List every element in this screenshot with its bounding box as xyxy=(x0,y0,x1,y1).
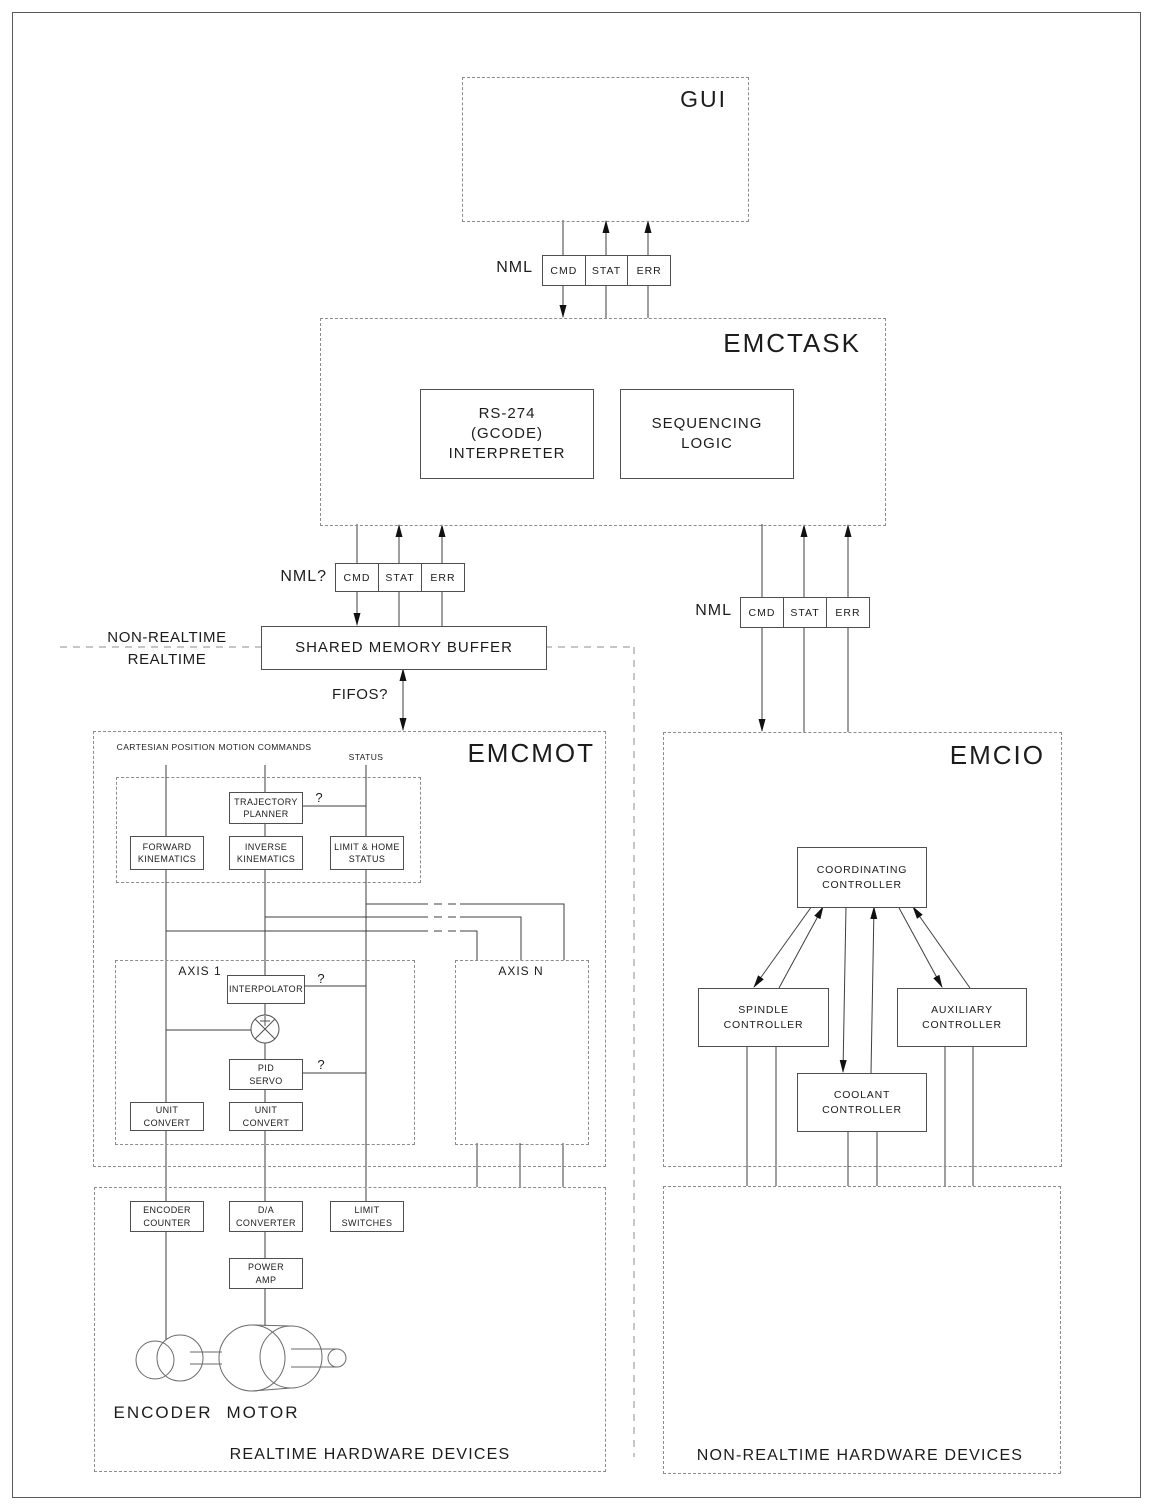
gui-title: GUI xyxy=(680,86,727,112)
label-line: MOTION xyxy=(218,742,255,752)
trajectory-question-mark: ? xyxy=(315,790,323,805)
label-line: CARTESIAN xyxy=(116,742,169,752)
emctask-title: EMCTASK xyxy=(723,328,861,358)
nml-top-stat-cell: STAT xyxy=(585,256,628,285)
nml-left-cmd-cell: CMD xyxy=(343,571,371,584)
label-line: D/A xyxy=(257,1205,275,1216)
label-line: INTERPRETER xyxy=(448,445,566,463)
label-line: LOGIC xyxy=(681,435,733,452)
spindle-controller-box xyxy=(698,988,829,1047)
label-line: POWER xyxy=(247,1262,284,1273)
label-line: INTERPOLATOR xyxy=(229,984,303,995)
label-line: LIMIT xyxy=(354,1205,380,1216)
limit-switches-box xyxy=(330,1201,404,1232)
label-line: TRAJECTORY xyxy=(234,796,298,807)
interpolator-box xyxy=(227,975,305,1004)
nml-left-label: NML? xyxy=(280,568,327,585)
label-line: ENCODER xyxy=(143,1205,191,1216)
nonrealtime-hardware-label: NON-REALTIME HARDWARE DEVICES xyxy=(696,1447,1024,1464)
nml-top-row xyxy=(542,255,671,286)
label-line: CONTROLLER xyxy=(723,1018,804,1031)
label-line: UNIT xyxy=(155,1105,179,1116)
label-line: PID xyxy=(257,1063,275,1074)
label-line: STATUS xyxy=(348,752,384,762)
label-line: KINEMATICS xyxy=(137,854,197,864)
nonrealtime-hardware-box xyxy=(663,1186,1061,1474)
realtime-hardware-label: REALTIME HARDWARE DEVICES xyxy=(229,1446,511,1463)
label-line: SEQUENCING xyxy=(651,414,763,432)
axisn-label: AXIS N xyxy=(498,964,544,978)
pid-servo-box xyxy=(229,1059,303,1090)
label-line: CONVERTER xyxy=(236,1217,296,1228)
label-line: SHARED MEMORY BUFFER xyxy=(295,638,513,656)
non-realtime-label: NON-REALTIME xyxy=(107,629,227,646)
cartesian-position-label xyxy=(116,742,216,753)
nml-right-stat-cell: STAT xyxy=(783,598,826,627)
emcio-title: EMCIO xyxy=(949,740,1045,770)
label-line: COUNTER xyxy=(143,1217,191,1228)
label-line: KINEMATICS xyxy=(236,854,296,864)
inverse-kinematics-box xyxy=(229,836,303,870)
sequencing-logic-box xyxy=(620,389,794,479)
label-line: CONTROLLER xyxy=(822,1103,902,1116)
label-line: CONTROLLER xyxy=(922,1018,1002,1031)
nml-top-label: NML xyxy=(496,259,533,276)
nml-right-label: NML xyxy=(695,602,732,619)
encoder-counter-box xyxy=(130,1201,204,1232)
label-line: AUXILIARY xyxy=(931,1004,993,1017)
encoder-label: ENCODER xyxy=(113,1403,213,1422)
nml-right-err-cell: ERR xyxy=(826,598,869,627)
nml-left-err-cell: ERR xyxy=(421,564,464,591)
label-line: STATUS xyxy=(348,854,386,864)
power-amp-box xyxy=(229,1258,303,1289)
status-label xyxy=(316,752,416,763)
nml-left-row xyxy=(335,563,465,592)
coolant-controller-box xyxy=(797,1073,927,1132)
emcmot-title: EMCMOT xyxy=(467,738,595,768)
rs274-interpreter-box xyxy=(420,389,594,479)
pid-question-mark: ? xyxy=(317,1057,325,1072)
auxiliary-controller-box xyxy=(897,988,1027,1047)
label-line: SWITCHES xyxy=(341,1217,393,1228)
unit-convert-output-box xyxy=(229,1102,303,1131)
label-line: UNIT xyxy=(254,1105,278,1116)
label-line: CONTROLLER xyxy=(822,878,902,891)
unit-convert-feedback-box xyxy=(130,1102,204,1131)
realtime-label: REALTIME xyxy=(127,651,207,668)
shared-memory-buffer-box xyxy=(261,626,547,670)
label-line: CONVERT xyxy=(143,1117,191,1128)
label-line: COORDINATING xyxy=(816,864,908,877)
label-line: RS-274 xyxy=(478,404,536,422)
forward-kinematics-box xyxy=(130,836,204,870)
label-line: (GCODE) xyxy=(471,424,543,442)
trajectory-planner-box xyxy=(229,792,303,824)
label-line: POSITION xyxy=(171,742,216,752)
label-line: PLANNER xyxy=(243,809,289,819)
nml-right-cmd-cell: CMD xyxy=(748,606,776,619)
label-line: CONVERT xyxy=(242,1117,290,1128)
nml-top-cmd-cell: CMD xyxy=(550,264,578,277)
label-line: COMMANDS xyxy=(257,742,312,752)
label-line: LIMIT & HOME xyxy=(334,841,400,852)
nml-left-stat-cell: STAT xyxy=(378,564,421,591)
axisn-box xyxy=(455,960,589,1145)
axis1-label: AXIS 1 xyxy=(178,964,222,978)
fifos-label: FIFOS? xyxy=(331,686,389,703)
motion-commands-label xyxy=(215,742,315,753)
label-line: SPINDLE xyxy=(738,1004,789,1017)
label-line: COOLANT xyxy=(833,1089,891,1102)
limit-home-status-box xyxy=(330,836,404,870)
label-line: SERVO xyxy=(249,1075,283,1086)
coordinating-controller-box xyxy=(797,847,927,908)
nml-right-row xyxy=(740,597,870,628)
label-line: INVERSE xyxy=(244,841,288,852)
label-line: FORWARD xyxy=(142,841,192,852)
label-line: AMP xyxy=(255,1274,277,1285)
motor-label: MOTOR xyxy=(226,1403,300,1422)
da-converter-box xyxy=(229,1201,303,1232)
nml-top-err-cell: ERR xyxy=(627,256,670,285)
interpolator-question-mark: ? xyxy=(317,971,325,986)
